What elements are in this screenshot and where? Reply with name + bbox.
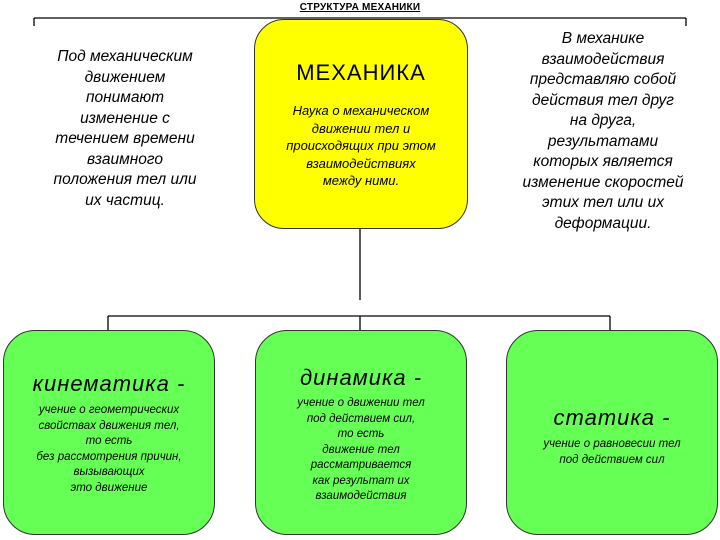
- statics-line: под действием сил: [559, 453, 665, 466]
- left-line: Под механическим: [57, 48, 193, 65]
- mechanics-box: [254, 19, 468, 229]
- right-line: этих тел или их: [542, 194, 664, 211]
- kinematics-line: свойствах движения тел,: [38, 419, 180, 432]
- right-line: деформации.: [554, 214, 652, 232]
- left-line: взаимного: [87, 150, 163, 168]
- mechanics-description: [263, 102, 459, 190]
- center-line: между ними.: [322, 173, 400, 188]
- kinematics-line: без рассмотрения причин,: [36, 450, 182, 463]
- diagram-title: СТРУКТУРА МЕХАНИКИ: [299, 2, 421, 13]
- dynamics-box: [255, 330, 467, 535]
- mechanics-title: МЕХАНИКА: [296, 60, 426, 85]
- left-line: понимают: [85, 89, 165, 106]
- right-line: действия тел друг: [532, 91, 674, 109]
- left-definition: [20, 47, 230, 211]
- kinematics-title: кинематика -: [32, 371, 186, 396]
- dynamics-line: под действием сил,: [306, 412, 416, 425]
- left-line: их частиц.: [85, 191, 165, 209]
- statics-box: [506, 330, 718, 535]
- left-line: изменение с: [80, 109, 170, 127]
- dynamics-line: рассматривается: [310, 459, 412, 471]
- right-line: на друга,: [569, 112, 637, 129]
- center-line: движении тел и: [311, 120, 411, 136]
- right-definition: [492, 29, 714, 234]
- statics-line: учение о равновесии тел: [543, 438, 681, 450]
- center-line: Наука о механическом: [292, 103, 430, 118]
- center-line: взаимодействиях: [306, 155, 416, 171]
- left-line: движением: [84, 68, 166, 86]
- right-line: взаимодействия: [541, 50, 665, 68]
- dynamics-line: движение тел: [322, 443, 400, 456]
- center-line: происходящих при этом: [286, 138, 436, 153]
- dynamics-line: как результат их: [312, 474, 410, 487]
- kinematics-line: то есть: [85, 435, 133, 447]
- right-line: изменение скоростей: [522, 173, 684, 191]
- right-line: В механике: [561, 30, 645, 47]
- statics-title: статика -: [553, 405, 671, 430]
- dynamics-line: учение о движении тел: [297, 397, 425, 409]
- kinematics-box: [3, 330, 215, 535]
- statics-description: [507, 437, 717, 468]
- dynamics-title: динамика -: [299, 365, 423, 390]
- dynamics-line: взаимодействия: [315, 490, 407, 502]
- left-line: течением времени: [55, 130, 195, 147]
- kinematics-line: вызывающих: [73, 466, 145, 478]
- dynamics-line: то есть: [337, 428, 385, 440]
- kinematics-line: это движение: [70, 481, 148, 494]
- dynamics-description: [256, 396, 466, 505]
- kinematics-line: учение о геометрических: [38, 404, 180, 416]
- kinematics-description: [4, 403, 214, 496]
- right-line: результатами: [547, 132, 659, 150]
- left-line: положения тел или: [53, 171, 197, 188]
- right-line: которых является: [533, 153, 673, 170]
- right-line: представляю собой: [529, 71, 677, 88]
